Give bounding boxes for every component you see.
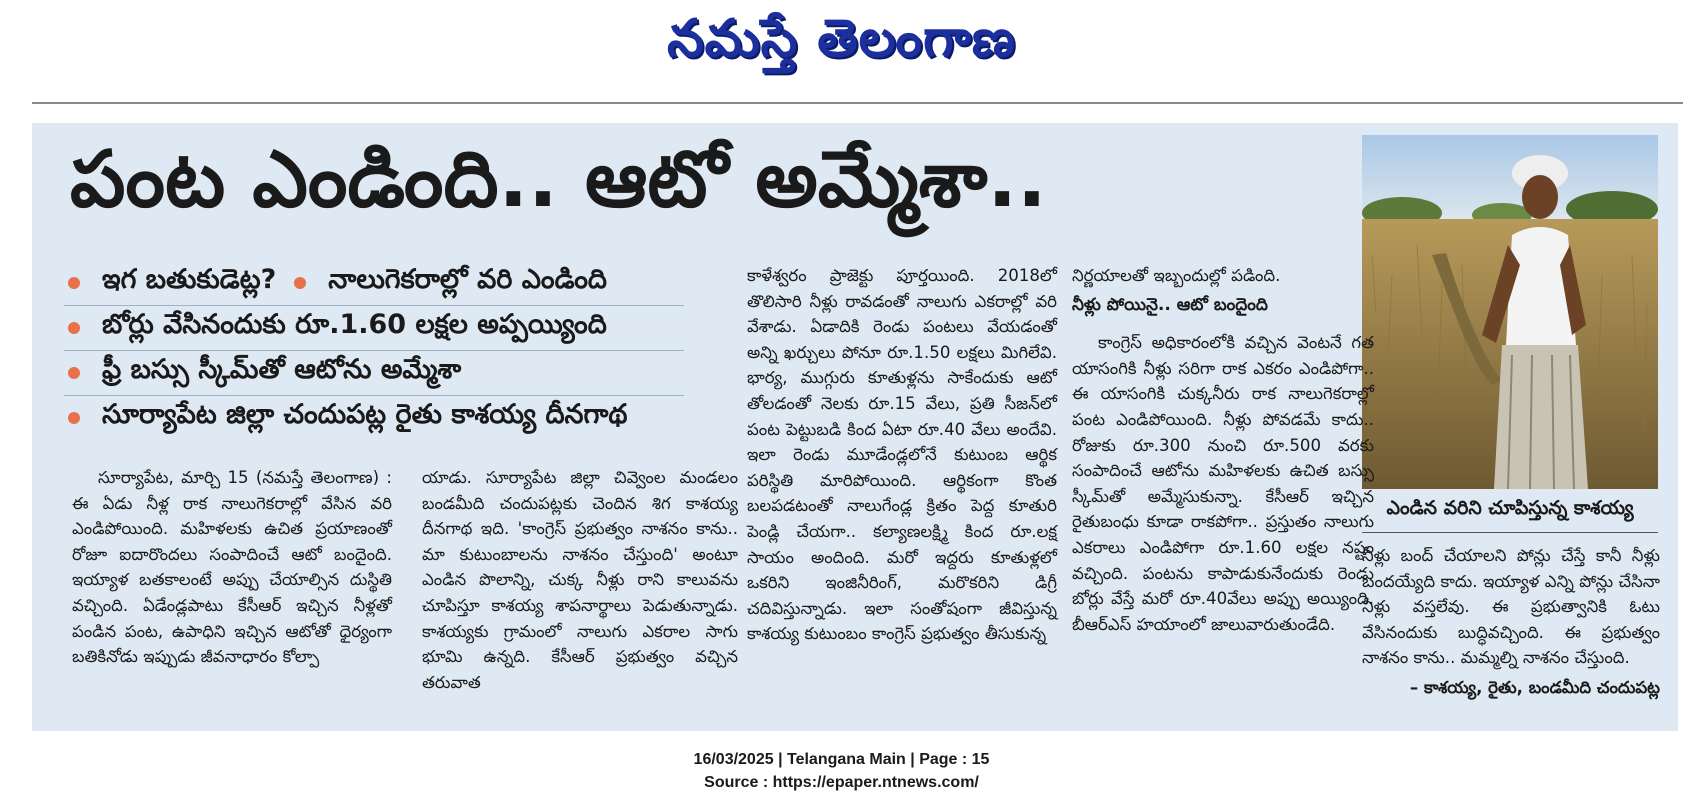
bullet-dot-icon [68, 367, 80, 379]
highlight-item [64, 306, 684, 351]
article-column-5 [1362, 543, 1660, 701]
highlight-text: ఫ్రీ బస్సు స్కీమ్‌తో ఆటోను అమ్మేశా [102, 354, 462, 385]
column-text: కాళేశ్వరం ప్రాజెక్టు పూర్తయింది. 2018లో తొలిసారి నీళ్లు రావడంతో నాలుగు ఎకరాల్లో వరి వేశాడు. ఏడాదికి రెండు పంటలు వేయడంతో అన్ని ఖర్చులు పోనూ రూ.1.50 లక్షలు మిగిలేవి. భార్య, ముగ్గురు కూతుళ్లను సాకేందుకు ఆటో తోలడంతో నెలకు రూ.15 వేలు, ప్రతి సీజన్‌లో పంట పెట్టుబడి కింద ఏటా రూ.40 వేలు అందేవి. ఇలా రెండు మూడేండ్లలోనే కుటుంబ ఆర్థిక పరిస్థితి మారిపోయింది. ఆర్థికంగా కొంత బలపడటంతో నాలుగేండ్ల క్రితం పెద్ద కూతురి పెండ్లి చేయగా.. కల్యాణలక్ష్మి కింద రూ.లక్ష సాయం అందింది. మరో ఇద్దరు కూతుళ్లలో ఒకరిని ఇంజినీరింగ్, మరొకరిని డిగ్రీ చదివిస్తున్నాడు. ఇలా సంతోషంగా జీవిస్తున్న కాశయ్య కుటుంబం కాంగ్రెస్ ప్రభుత్వం తీసుకున్న [747, 266, 1057, 644]
column-text: సూర్యాపేట, మార్చి 15 (నమస్తే తెలంగాణ) : ఈ ఏడు నీళ్ల రాక నాలుగెకరాల్లో వేసిన వరి ఎండిపోయింది. మహిళలకు ఉచిత ప్రయాణంతో రోజూ ఐదారొందలు సంపాదించే ఆటో బందైంది. ఇయ్యాళ బతకాలంటే అప్పు చేయాల్సిన దుస్థితి వచ్చింది. ఏడేండ్లపాటు కేసీఆర్ ఇచ్చిన నీళ్లతో పండిన పంట, ఉపాధిని ఇచ్చిన ఆటోతో ధైర్యంగా బతికినోడు ఇప్పుడు జీవనాధారం కోల్పా [72, 468, 392, 667]
highlight-text: ఇగ బతుకుడెట్ల? [102, 264, 277, 295]
highlight-item [64, 396, 684, 440]
article-column-4 [1072, 263, 1374, 637]
column-subheading: నీళ్లు పోయినై.. ఆటో బందైంది [1072, 294, 1268, 315]
headline: పంట ఎండింది.. ఆటో అమ్మేశా.. [70, 135, 1047, 225]
quote-attribution: – కాశయ్య, రైతు, బండమీది చందుపట్ల [1409, 677, 1660, 697]
newspaper-logo: నమస్తే తెలంగాణ [667, 8, 1016, 69]
bullet-dot-icon [68, 277, 80, 289]
farmer-photo [1362, 135, 1658, 489]
article-column-2 [422, 465, 738, 695]
bullet-dot-icon [294, 277, 306, 289]
article-box [32, 123, 1678, 731]
highlight-text: నాలుగెకరాల్లో వరి ఎండింది [328, 264, 607, 295]
highlight-text: బోర్లు వేసినందుకు రూ.1.60 లక్షల అప్పయ్యింది [102, 309, 607, 340]
highlight-text: సూర్యాపేట జిల్లా చందుపట్ల రైతు కాశయ్య దీనగాథ [102, 399, 628, 430]
masthead [0, 0, 1683, 90]
column-text: నిర్ణయాలతో ఇబ్బందుల్లో పడింది. [1072, 266, 1281, 285]
source-link[interactable]: Source : https://epaper.ntnews.com/ [704, 774, 979, 791]
page-footer [0, 748, 1683, 794]
column-text: యాడు. సూర్యాపేట జిల్లా చివ్వెంల మండలం బండమీది చందుపట్లకు చెందిన శిగ కాశయ్య దీనగాథ ఇది. 'కాంగ్రెస్ ప్రభుత్వం నాశనం కాను.. మా కుటుంబాలను నాశనం చేస్తుంది' అంటూ ఎండిన పొలాన్ని, చుక్క నీళ్లు రాని కాలువను చూపిస్తూ కాశయ్య శాపనార్థాలు పెడుతున్నాడు. కాశయ్యకు గ్రామంలో నాలుగు ఎకరాల సాగు భూమి ఉన్నది. కేసీఆర్ ప్రభుత్వం వచ్చిన తరువాత [422, 468, 738, 692]
highlight-item [64, 261, 684, 306]
quote-text: నీళ్లు బంద్ చేయాలని పోన్లు చేస్తే కానీ నీళ్లు బందయ్యేది కాదు. ఇయ్యాళ ఎన్ని పోన్లు చేసినా నీళ్లు వస్తలేవు. ఈ ప్రభుత్వానికి ఓటు వేసినందుకు బుద్ధివచ్చింది. ఈ ప్రభుత్వం నాశనం కాను.. మమ్మల్ని నాశనం చేస్తుంది. [1362, 546, 1660, 668]
article-column-3 [747, 263, 1057, 647]
masthead-divider [32, 102, 1683, 104]
highlight-item [64, 351, 684, 396]
bullet-dot-icon [68, 412, 80, 424]
farmer-photo-illustration [1362, 135, 1658, 489]
column-text: కాంగ్రెస్ అధికారంలోకి వచ్చిన వెంటనే గత యాసంగికి నీళ్లు సరిగా రాక ఎకరం ఎండిపోగా.. ఈ యాసంగికి చుక్కనీరు రాక నాలుగెకరాల్లో పంట ఎండిపోయింది. నీళ్లు పోవడమే కాదు.. రోజుకు రూ.300 నుంచి రూ.500 వరకు సంపాదించే ఆటోను మహిళలకు ఉచిత బస్సు స్కీమ్‌తో అమ్మేసుకున్నా. కేసీఆర్ ఇచ్చిన రైతుబంధు కూడా రాకపోగా.. ప్రస్తుతం నాలుగు ఎకరాలు ఎండిపోగా రూ.1.60 లక్షల నష్టం వచ్చింది. పంటను కాపాడుకునేందుకు రెండు బోర్లు వేస్తే మరో రూ.40వేలు అప్పు అయ్యింది. బీఆర్ఎస్ హయాంలో జాలువారుతుండేది. [1072, 333, 1374, 634]
article-column-1 [72, 465, 392, 670]
edition-info: 16/03/2025 | Telangana Main | Page : 15 [693, 751, 990, 768]
bullet-dot-icon [68, 322, 80, 334]
photo-caption: ఎండిన వరిని చూపిస్తున్న కాశయ్య [1362, 497, 1658, 533]
highlights-list [64, 261, 684, 440]
